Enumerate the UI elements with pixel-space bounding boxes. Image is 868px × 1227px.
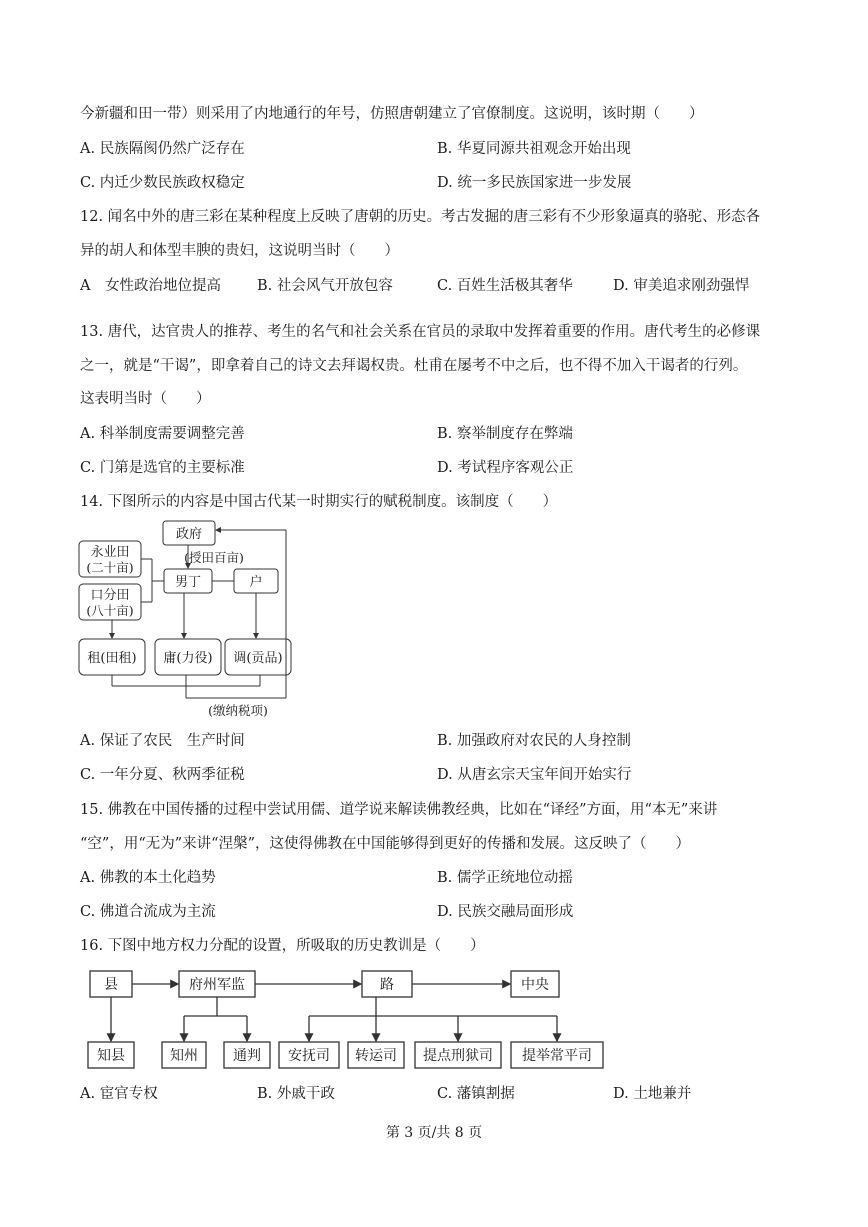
- q14-option-a[interactable]: A. 保证了农民 生产时间: [80, 733, 245, 749]
- q16-option-d[interactable]: D. 土地兼并: [613, 1086, 692, 1102]
- q12-option-c[interactable]: C. 百姓生活极其奢华: [437, 278, 573, 294]
- q12-stem-line1: 12. 闻名中外的唐三彩在某种程度上反映了唐朝的历史。考古发掘的唐三彩有不少形象逼真的骆驼、形态各: [80, 209, 761, 225]
- yongye-sub-label: (二十亩): [86, 560, 134, 575]
- q16-option-a[interactable]: A. 宦官专权: [80, 1086, 158, 1102]
- q15-option-d[interactable]: D. 民族交融局面形成: [437, 904, 574, 920]
- q15-option-b[interactable]: B. 儒学正统地位动摇: [437, 870, 573, 886]
- gov-label: 政府: [175, 527, 203, 542]
- lu-label: 路: [380, 977, 394, 993]
- q14-option-b[interactable]: B. 加强政府对农民的人身控制: [437, 733, 631, 749]
- zhuanyun-label: 转运司: [355, 1048, 397, 1064]
- q13-option-c[interactable]: C. 门第是选官的主要标准: [80, 460, 245, 476]
- zhizhou-label: 知州: [170, 1048, 198, 1064]
- koufen-sub-label: (八十亩): [86, 603, 134, 618]
- zhongyang-label: 中央: [521, 977, 549, 993]
- zhixian-label: 知县: [97, 1048, 125, 1064]
- q16-stem-line1: 16. 下图中地方权力分配的设置，所吸取的历史教训是（ ）: [80, 938, 485, 954]
- q12-option-d[interactable]: D. 审美追求刚劲强悍: [613, 278, 750, 294]
- q16-option-b[interactable]: B. 外戚干政: [257, 1086, 335, 1102]
- tax-system-diagram: [76, 518, 296, 722]
- household-label: 户: [249, 575, 263, 590]
- anfu-label: 安抚司: [288, 1048, 330, 1064]
- q11-option-d[interactable]: D. 统一多民族国家进一步发展: [437, 175, 632, 191]
- q13-stem-line2: 之一，就是“干谒”，即拿着自己的诗文去拜谒权贵。杜甫在屡考不中之后，也不得不加入干谒者的行列。: [80, 358, 748, 374]
- q13-option-d[interactable]: D. 考试程序客观公正: [437, 460, 574, 476]
- tongpan-label: 通判: [233, 1048, 261, 1064]
- xian-label: 县: [104, 977, 118, 993]
- grant-label: (授田百亩): [184, 550, 244, 565]
- page-footer: 第 3 页/共 8 页: [385, 1125, 483, 1141]
- fuzhou-label: 府州军监: [189, 977, 245, 993]
- q11-option-b[interactable]: B. 华夏同源共祖观念开始出现: [437, 141, 631, 157]
- q16-option-c[interactable]: C. 藩镇割据: [437, 1086, 515, 1102]
- q14-option-d[interactable]: D. 从唐玄宗天宝年间开始实行: [437, 767, 632, 783]
- q14-option-c[interactable]: C. 一年分夏、秋两季征税: [80, 767, 245, 783]
- q15-option-c[interactable]: C. 佛道合流成为主流: [80, 904, 216, 920]
- q15-option-a[interactable]: A. 佛教的本土化趋势: [80, 870, 216, 886]
- q12-stem-line2: 异的胡人和体型丰腴的贵妇，这说明当时（ ）: [80, 243, 399, 259]
- q13-option-a[interactable]: A. 科举制度需要调整完善: [80, 426, 245, 442]
- koufen-label: 口分田: [90, 588, 130, 603]
- male-label: 男丁: [174, 575, 202, 590]
- yong-label: 庸(力役): [163, 651, 213, 666]
- q15-stem-line2: “空”，用“无为”来讲“涅槃”，这使得佛教在中国能够得到更好的传播和发展。这反映了（ ）: [80, 836, 690, 852]
- diao-label: 调(贡品): [233, 651, 283, 666]
- q15-stem-line1: 15. 佛教在中国传播的过程中尝试用儒、道学说来解读佛教经典，比如在“译经”方面，用“本无”来讲: [80, 802, 718, 818]
- tiju-label: 提举常平司: [522, 1048, 592, 1064]
- q11-option-c[interactable]: C. 内迁少数民族政权稳定: [80, 175, 245, 191]
- q13-option-b[interactable]: B. 察举制度存在弊端: [437, 426, 573, 442]
- q13-stem-line3: 这表明当时（ ）: [80, 391, 211, 407]
- tidian-label: 提点刑狱司: [423, 1048, 493, 1064]
- q12-option-b[interactable]: B. 社会风气开放包容: [257, 278, 393, 294]
- yongye-label: 永业田: [90, 545, 130, 560]
- q14-stem-line1: 14. 下图所示的内容是中国古代某一时期实行的赋税制度。该制度（ ）: [80, 494, 558, 510]
- pay-label: (缴纳税项): [208, 703, 268, 718]
- q12-option-a[interactable]: A 女性政治地位提高: [80, 278, 221, 294]
- zu-label: 租(田租): [87, 651, 137, 666]
- q11-option-a[interactable]: A. 民族隔阂仍然广泛存在: [80, 141, 245, 157]
- q13-stem-line1: 13. 唐代，达官贵人的推荐、考生的名气和社会关系在官员的录取中发挥着重要的作用。唐代考生的必修课: [80, 324, 761, 340]
- local-power-diagram: [80, 964, 610, 1074]
- q11-stem-line1: 今新疆和田一带）则采用了内地通行的年号，仿照唐朝建立了官僚制度。这说明，该时期（ ）: [80, 106, 704, 122]
